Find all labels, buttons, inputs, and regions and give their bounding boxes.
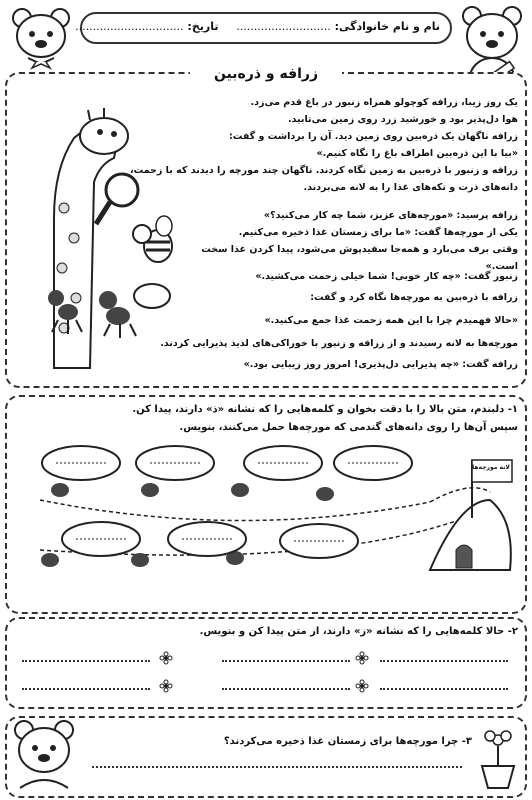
wheat-grain-answer[interactable] bbox=[166, 520, 248, 558]
bear-illustration bbox=[8, 6, 78, 70]
flower-icon bbox=[356, 680, 368, 692]
story-line: هوا دل‌پذیر بود و خورشید زرد روی زمین می‌تابید. bbox=[287, 114, 518, 125]
question-2-text: ۲- حالا کلمه‌هایی را که نشانه «ز» دارند، از متن پیدا کن و بنویس. bbox=[199, 626, 518, 637]
wheat-grain-answer[interactable] bbox=[332, 444, 414, 482]
story-line: «حالا فهمیدم چرا با این همه زحمت غذا جمع می‌کنید.» bbox=[264, 315, 518, 326]
nest-sign-label: لانه مورچه‌ها bbox=[472, 464, 510, 471]
date-field[interactable]: ............................... bbox=[75, 20, 184, 33]
answer-line[interactable] bbox=[380, 688, 508, 690]
story-title: زرافه و ذره‌بین bbox=[190, 66, 342, 82]
wheat-grain-answer[interactable] bbox=[40, 444, 122, 482]
story-line: زرافه با ذره‌بین به مورچه‌ها نگاه کرد و گفت: bbox=[310, 292, 518, 303]
question-1-line-2: سپس آن‌ها را روی دانه‌های گندمی که مورچه‌ها حمل می‌کنند، بنویس. bbox=[179, 422, 518, 433]
flower-icon bbox=[356, 652, 368, 664]
story-line: زرافه ناگهان یک ذره‌بین روی زمین دید. آن را برداشت و گفت: bbox=[228, 131, 518, 142]
name-label: نام و نام خانوادگی: bbox=[334, 20, 440, 33]
story-line: یکی از مورچه‌ها گفت: «ما برای زمستان غذا ذخیره می‌کنیم. bbox=[238, 227, 518, 238]
flower-pot-illustration bbox=[476, 726, 520, 790]
answer-line[interactable] bbox=[380, 660, 508, 662]
question-3-text: ۳- چرا مورچه‌ها برای زمستان غذا ذخیره می‌کردند؟ bbox=[223, 736, 472, 747]
date-label: تاریخ: bbox=[187, 20, 219, 33]
bear-illustration bbox=[8, 718, 84, 794]
story-line: زرافه و زنبور با ذره‌بین به زمین نگاه کردند. ناگهان چند مورچه را دیدند که با زحمت، bbox=[130, 165, 518, 176]
story-line: زنبور گفت: «چه کار خوبی! شما خیلی زحمت می‌کشید.» bbox=[255, 271, 518, 282]
story-line: زرافه گفت: «چه پذیرایی دل‌پذیری! امروز روز زیبایی بود.» bbox=[243, 359, 518, 370]
story-line: مورچه‌ها به لانه رسیدند و از زرافه و زنبور با خوراکی‌های لذیذ پذیرایی کردند. bbox=[160, 338, 518, 349]
wheat-grain-answer[interactable] bbox=[278, 522, 360, 560]
answer-line[interactable] bbox=[222, 688, 350, 690]
flower-icon bbox=[160, 652, 172, 664]
story-line: «بیا با این ذره‌بین اطراف باغ را نگاه کنیم.» bbox=[316, 148, 518, 159]
bee-illustration bbox=[126, 216, 182, 268]
question-1-line-1: ۱- دلبندم، متن بالا را با دقت بخوان و کلمه‌هایی را که نشانه «ذ» دارند، پیدا کن. bbox=[132, 404, 518, 415]
header-bar bbox=[75, 12, 452, 44]
answer-line[interactable] bbox=[92, 766, 462, 768]
wheat-grain-answer[interactable] bbox=[242, 444, 324, 482]
ants-illustration bbox=[40, 272, 180, 340]
answer-line[interactable] bbox=[22, 688, 150, 690]
answer-line[interactable] bbox=[222, 660, 350, 662]
answer-line[interactable] bbox=[22, 660, 150, 662]
name-field[interactable]: ........................... bbox=[236, 20, 331, 33]
story-line: یک روز زیبا، زرافه کوچولو همراه زنبور در باغ قدم می‌زد. bbox=[250, 97, 518, 108]
wheat-grain-answer[interactable] bbox=[60, 520, 142, 558]
story-line: وقتی برف می‌بارد و همه‌جا سفیدپوش می‌شود، پیدا کردن غذا سخت است.» bbox=[201, 244, 518, 272]
story-line: زرافه پرسید: «مورچه‌های عزیز، شما چه کار می‌کنید؟» bbox=[263, 210, 518, 221]
wheat-grain-answer[interactable] bbox=[134, 444, 216, 482]
flower-icon bbox=[160, 680, 172, 692]
story-line: دانه‌های ذرت و تکه‌های غذا را به لانه می‌بردند. bbox=[303, 182, 518, 193]
